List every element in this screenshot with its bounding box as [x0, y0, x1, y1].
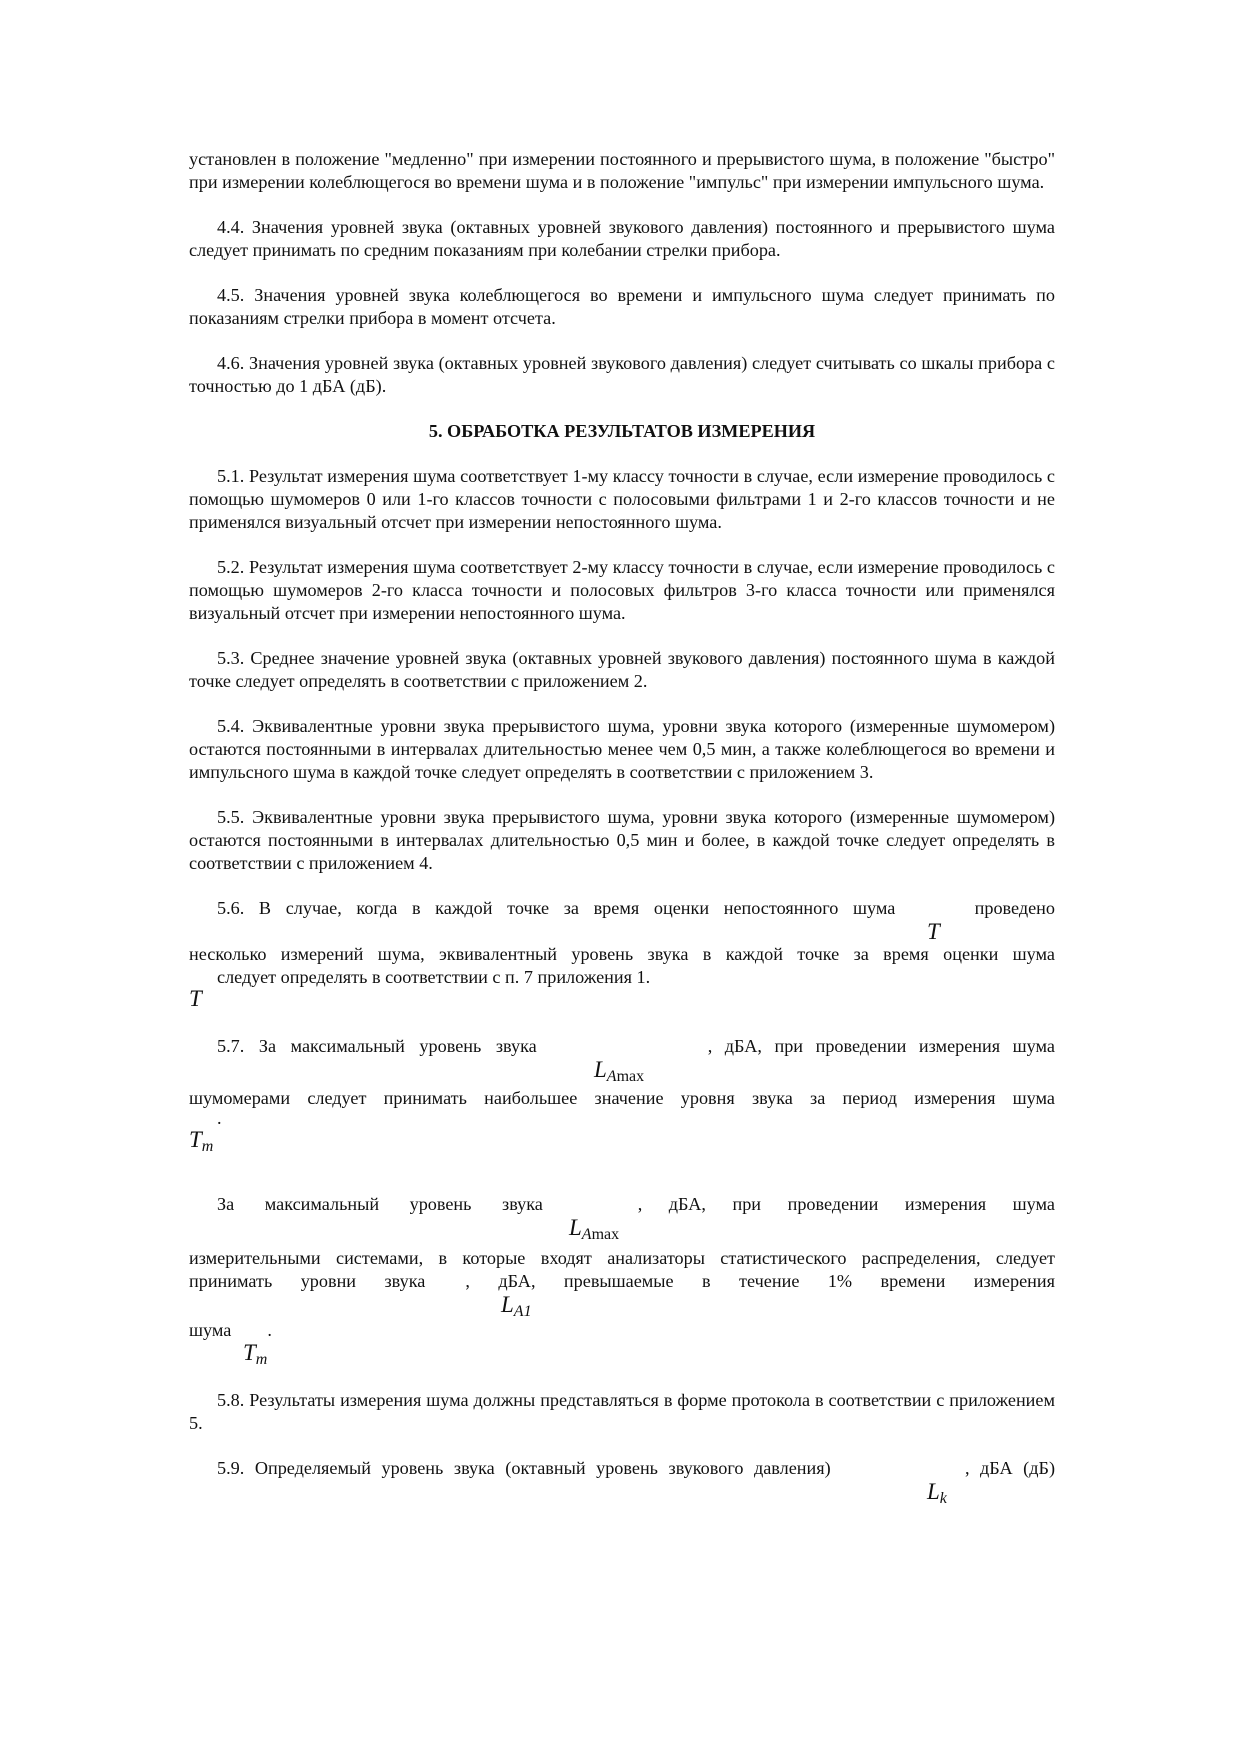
paragraph-5-6-line1: 5.6. В случае, когда в каждой точке за время оценки непостоянного шума: [217, 898, 896, 918]
paragraph-5-7b-start: За максимальный уровень звука: [217, 1194, 543, 1214]
formula-L-A-max: $L_{Amax}$: [594, 1057, 645, 1085]
formula-L-A-max-2: $L_{Amax}$: [569, 1215, 620, 1243]
paragraph-5-6: [189, 897, 1055, 1017]
paragraph-5-7-line2: шумомерами следует принимать наибольшее значение уровня звука за период измерения шума: [189, 1088, 1055, 1108]
formula-T: T: [927, 919, 940, 944]
paragraph-5-4: 5.4. Эквивалентные уровни звука прерывистого шума, уровни звука которого (измеренные шумомером) остаются постоянными в интервалах длительностью менее чем 0,5 мин, а также колеблющегося во времени и импульсного шума в каждой точке следует определять в соответствии с приложением 3.: [189, 716, 1055, 782]
paragraph-5-7b-line2: измерительными системами, в которые входят анализаторы статистического распределения, следует принимать уровни звука , дБА, превышаемые в течение 1% времени измерения: [189, 1248, 1056, 1291]
paragraph-5-9: [189, 1457, 1055, 1507]
paragraph-intro: установлен в положение "медленно" при измерении постоянного и прерывистого шума, в положение "быстро" при измерении колеблющегося во времени шума и в положение "импульс" при измерении импульсного шума.: [189, 149, 1055, 192]
paragraph-4-5: 4.5. Значения уровней звука колеблющегося во времени и импульсного шума следует принимать по показаниям стрелки прибора в момент отсчета.: [189, 285, 1055, 328]
paragraph-5-1: 5.1. Результат измерения шума соответствует 1-му классу точности в случае, если измерение проводилось с помощью шумомеров 0 или 1-го классов точности с полосовыми фильтрами 1 и 2-го классов точности и не применялся визуальный отсчет при измерении непостоянного шума.: [189, 466, 1055, 532]
paragraph-5-8: 5.8. Результаты измерения шума должны представляться в форме протокола в соответствии с приложением 5.: [189, 1390, 1055, 1433]
paragraph-5-3: 5.3. Среднее значение уровней звука (октавных уровней звукового давления) постоянного шума в каждой точке следует определять в соответствии с приложением 2.: [189, 648, 1055, 691]
document-body: [189, 148, 1055, 1507]
paragraph-5-6-line1-end: проведено: [974, 898, 1056, 918]
paragraph-5-7b-shuma: шума: [189, 1320, 232, 1340]
paragraph-5-6-line3: следует определять в соответствии с п. 7 приложения 1.: [217, 967, 651, 987]
paragraph-4-6: 4.6. Значения уровней звука (октавных уровней звукового давления) следует считывать со шкалы прибора с точностью до 1 дБА (дБ).: [189, 353, 1055, 396]
paragraph-5-7b-end: , дБА, при проведении измерения шума: [637, 1194, 1055, 1214]
paragraph-5-7: [189, 1035, 1055, 1163]
paragraph-5-6-line2: несколько измерений шума, эквивалентный уровень звука в каждой точке за время оценки шума: [189, 944, 1055, 964]
formula-T-m-2: $T_m$: [243, 1340, 268, 1368]
section-5-heading: 5. ОБРАБОТКА РЕЗУЛЬТАТОВ ИЗМЕРЕНИЯ: [428, 421, 816, 441]
paragraph-5-7-start: 5.7. За максимальный уровень звука: [217, 1036, 537, 1056]
formula-L-k: $L_k$: [927, 1479, 947, 1507]
paragraph-5-7-b: За максимальный уровень звука , дБА, при проведении измерения шума $L_{Amax}$ измерительными системами, в которые входят анализаторы статистического распределения, следует принимать уровни звука , дБА, превышаемые в течение 1% времени измерения $L_{A1}$ шума . $T_m$: [189, 1193, 1055, 1369]
formula-T-m: $T_m$: [189, 1127, 214, 1155]
paragraph-5-7-end: , дБА, при проведении измерения шума: [707, 1036, 1055, 1056]
paragraph-4-4: 4.4. Значения уровней звука (октавных уровней звукового давления) постоянного и прерывистого шума следует принимать по средним показаниям при колебании стрелки прибора.: [189, 217, 1055, 260]
paragraph-5-7-period: .: [217, 1108, 222, 1128]
paragraph-5-2: 5.2. Результат измерения шума соответствует 2-му классу точности в случае, если измерение проводилось с помощью шумомеров 2-го класса точности и полосовых фильтров 3-го класса точности или применялся визуальный отсчет при измерении непостоянного шума.: [189, 557, 1055, 623]
paragraph-5-9-start: 5.9. Определяемый уровень звука (октавный уровень звукового давления): [217, 1458, 831, 1478]
paragraph-5-5: 5.5. Эквивалентные уровни звука прерывистого шума, уровни звука которого (измеренные шумомером) остаются постоянными в интервалах длительностью 0,5 мин и более, в каждой точке следует определять в соответствии с приложением 4.: [189, 807, 1055, 873]
paragraph-5-9-end: , дБА (дБ): [964, 1458, 1055, 1478]
formula-L-A1: $L_{A1}$: [501, 1292, 532, 1320]
formula-T-2: T: [189, 986, 202, 1011]
